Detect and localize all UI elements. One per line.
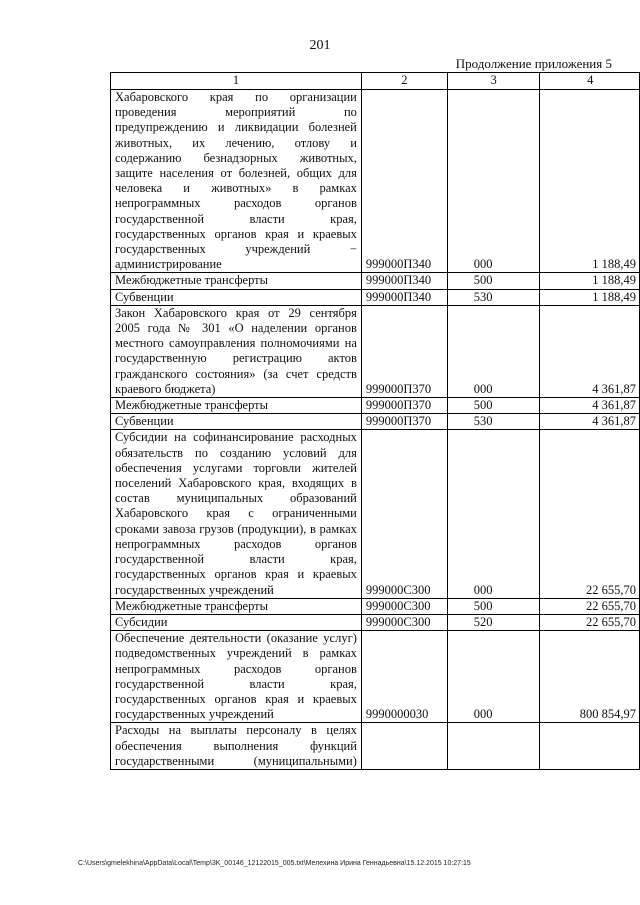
row-code: 999000П370	[361, 305, 447, 397]
page-number: 201	[309, 38, 331, 53]
row-type: 530	[447, 414, 540, 430]
row-name: Закон Хабаровского края от 29 сентября 2005 года № 301 «О наделении органов местного самоуправления полномочиями на государственную регистрацию актов гражданского состояния» (за счет средств краевого бюджета)	[111, 305, 362, 397]
row-amount: 1 188,49	[540, 90, 640, 273]
row-amount: 1 188,49	[540, 289, 640, 305]
table-row	[111, 723, 640, 770]
table-row	[111, 273, 640, 289]
table-row	[111, 305, 640, 397]
row-code: 999000С300	[361, 614, 447, 630]
table-row	[111, 289, 640, 305]
row-name: Субвенции	[111, 414, 362, 430]
row-type: 000	[447, 305, 540, 397]
row-type: 000	[447, 90, 540, 273]
row-type: 000	[447, 631, 540, 723]
budget-table	[110, 72, 640, 770]
row-code: 999000С300	[361, 430, 447, 598]
table-row	[111, 598, 640, 614]
row-amount: 1 188,49	[540, 273, 640, 289]
row-amount	[540, 723, 640, 770]
row-code: 999000П370	[361, 414, 447, 430]
row-code	[361, 723, 447, 770]
row-code: 999000П370	[361, 398, 447, 414]
row-amount: 4 361,87	[540, 305, 640, 397]
row-code: 999000П340	[361, 90, 447, 273]
table-row	[111, 430, 640, 598]
row-name: Межбюджетные трансферты	[111, 398, 362, 414]
row-code: 999000П340	[361, 273, 447, 289]
row-amount: 800 854,97	[540, 631, 640, 723]
row-type: 530	[447, 289, 540, 305]
row-type: 500	[447, 398, 540, 414]
row-type: 500	[447, 598, 540, 614]
row-amount: 4 361,87	[540, 398, 640, 414]
row-name: Обеспечение деятельности (оказание услуг) подведомственных учреждений в рамках непрограммных расходов органов государственной власти края, государственных органов края и краевых государственных учреждений	[111, 631, 362, 723]
header-col-2: 2	[361, 73, 447, 90]
table-row	[111, 614, 640, 630]
row-type: 500	[447, 273, 540, 289]
table-row	[111, 414, 640, 430]
row-code: 999000П340	[361, 289, 447, 305]
row-code: 9990000030	[361, 631, 447, 723]
table-row	[111, 398, 640, 414]
row-name: Субсидии	[111, 614, 362, 630]
row-name: Субсидии на софинансирование расходных обязательств по созданию условий для обеспечения услугами торговли жителей поселений Хабаровского края, входящих в состав муниципальных образований Хабаровского края с ограниченными сроками завоза грузов (продукции), в рамках непрограммных расходов органов государственной власти края, государственных органов края и краевых государственных учреждений	[111, 430, 362, 598]
header-col-4: 4	[540, 73, 640, 90]
row-amount: 22 655,70	[540, 614, 640, 630]
header-col-3: 3	[447, 73, 540, 90]
table-header-row	[111, 73, 640, 90]
row-amount: 22 655,70	[540, 430, 640, 598]
row-name: Расходы на выплаты персоналу в целях обеспечения выполнения функций государственными (муниципальными)	[111, 723, 362, 770]
continuation-label: Продолжение приложения 5	[455, 56, 612, 71]
file-path-footer: C:\Users\gmelekhina\AppData\Local\Temp\3K_00146_12122015_005.txt\Мелехина Ирина Геннадьевна\15.12.2015 10:27:15	[78, 860, 471, 867]
row-amount: 4 361,87	[540, 414, 640, 430]
row-code: 999000С300	[361, 598, 447, 614]
row-name: Субвенции	[111, 289, 362, 305]
row-name: Хабаровского края по организации проведения мероприятий по предупреждению и ликвидации болезней животных, их лечению, отлову и содержанию безнадзорных животных, защите населения от болезней, общих для человека и животных» в рамках непрограммных расходов органов государственной власти края, государственных органов края и краевых государственных учреждений − администрирование	[111, 90, 362, 273]
header-col-1: 1	[111, 73, 362, 90]
row-amount: 22 655,70	[540, 598, 640, 614]
table-row	[111, 631, 640, 723]
table-row	[111, 90, 640, 273]
row-name: Межбюджетные трансферты	[111, 273, 362, 289]
row-type: 520	[447, 614, 540, 630]
row-type	[447, 723, 540, 770]
row-type: 000	[447, 430, 540, 598]
row-name: Межбюджетные трансферты	[111, 598, 362, 614]
